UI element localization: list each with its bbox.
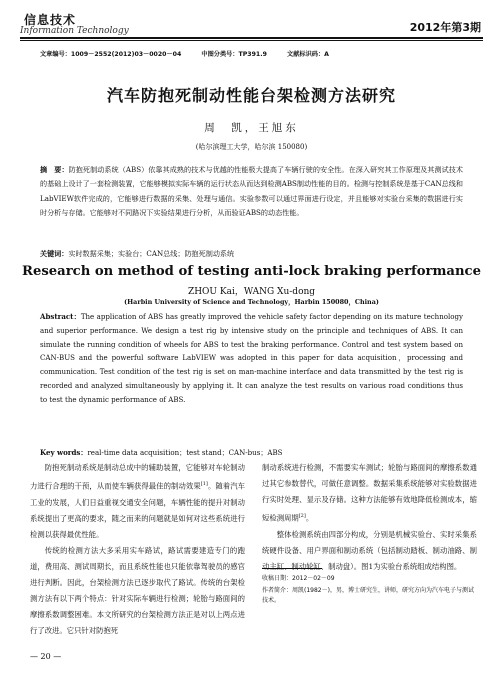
footnote — [262, 574, 477, 608]
keywords-cn-text: 实时数据采集；实验台；CAN总线；防抱死制动系统 — [68, 249, 235, 258]
abstract-en-text: The application of ABS has greatly improved the vehicle safety factor depending on its mature technology and superior performance. We design a test rig by intensive study on the principle and techniques of ABS. It can simulate the running condition of wheels for ABS to test the braking performance. Control and test system based on CAN-BUS and the powerful software LabVIEW was adopted in this paper for data acquisition，processing and communication. Test condition of the test rig is set on man-machine interface and data transmitted by the test rig is recorded and analyzed simultaneously by applying it. It can analyze the test results on various road conditions thus to test the dynamic performance of ABS. — [40, 312, 463, 404]
keywords-cn-label: 关键词： — [40, 249, 69, 258]
header-rule — [20, 37, 483, 39]
abstract-en-label: Abstract： — [40, 312, 81, 321]
paragraph: 传统的检测方法大多采用实车路试，路试需要建造专门的跑道，费用高、测试周期长，而且系统性能也只能依靠驾驶员的感官进行判断。因此，台架检测方法已逐步取代了路试。传统的台架检测方法有以下两个特点：针对实际车辆进行检测；轮胎与路面间的摩擦系数调整困难。本文所研究的台架检测方法正是对以上两点进行了改进。它只针对防抱死 — [30, 545, 245, 636]
author-bio: 作者简介：周凯(1982－)，男，博士研究生，讲师，研究方向为汽车电子与测试技术。 — [262, 587, 474, 604]
citation: [1] — [200, 481, 208, 488]
title-cn: 汽车防抱死制动性能台架检测方法研究 — [106, 86, 396, 105]
body-column-right — [262, 460, 477, 575]
paragraph: 整体检测系统由四部分构成，分别是机械实验台、实时采集系统硬件设备、用户界面和制动系统（包括制动踏板、制动油路、制动主缸、制动轮缸、制动盘）。图1为实验台系统组成结构图。 — [262, 529, 477, 571]
affiliation-cn: (哈尔滨理工大学，哈尔滨 150080) — [195, 143, 308, 151]
abstract-en — [40, 310, 463, 407]
paragraph: 防抱死制动系统是制动总成中的辅助装置，它能够对车轮制动力进行合理的干预，从而使车辆获得最佳的制动效果[1]。随着汽车工业的发展，人们日益重视交通安全问题，车辆性能的提升对制动系统提出了更高的要求，随之而来的问题就是如何对这些系统进行检测以获得最优性能。 — [30, 463, 245, 539]
authors-cn: 周 凯，王旭东 — [204, 122, 299, 134]
article-number: 文章编号：1009－2552(2012)03－0020－04 — [40, 51, 182, 58]
journal-logo-en: Information Technology — [20, 26, 129, 36]
abstract-cn-text: 防抱死制动系统（ABS）依靠其成熟的技术与优越的性能极大提高了车辆行驶的安全性。在深入研究其工作原理及其测试技术的基础上设计了一套检测装置，它能够模拟实际车辆的运行状态从而达到检测ABS制动性能的目的。检测与控制系统是基于CAN总线和LabVIEW软件完成的，它能够进行数据的采集、处理与通信。实验参数可以通过界面进行设定，并且能够对实验台采集的数据进行实时分析与存储。它能够对不同路况下实验结果进行分析，从而验证ABS的动态性能。 — [40, 165, 463, 218]
citation: [2] — [298, 513, 306, 520]
issue-label: 2012年第3期 — [409, 21, 481, 34]
received-date: 收稿日期：2012－02－09 — [262, 575, 335, 582]
article-meta — [40, 49, 347, 58]
keywords-cn — [40, 249, 463, 259]
authors-en: ZHOU Kai，WANG Xu-dong — [187, 287, 316, 297]
journal-logo-cn: 信息技术 — [24, 13, 77, 27]
clc-number: 中图分类号：TP391.9 — [201, 51, 267, 58]
affiliation-en: (Harbin University of Science and Technology，Harbin 150080，China) — [124, 298, 379, 306]
abstract-cn-label: 摘 要： — [40, 165, 69, 174]
keywords-en — [40, 448, 463, 458]
body-column-left — [30, 460, 245, 639]
abstract-cn — [40, 163, 463, 221]
title-en: Research on method of testing anti-lock braking performance — [22, 264, 481, 279]
header-rule-thin — [20, 40, 483, 41]
footnote-divider — [262, 568, 322, 569]
keywords-en-label: Key words： — [40, 448, 88, 457]
keywords-en-text: real-time data acquisition；test stand；CAN-bus；ABS — [87, 448, 283, 457]
document-code: 文献标识码：A — [287, 51, 329, 58]
paragraph: 制动系统进行检测，不需要实车测试；轮胎与路面间的摩擦系数通过其它参数替代，可做任意调整。数据采集系统能够对实验数据进行实时处理、显示及存储。这种方法能够有效地降低检测成本，缩短检测周期[2]。 — [262, 463, 477, 523]
page-number: — 20 — — [30, 652, 62, 661]
